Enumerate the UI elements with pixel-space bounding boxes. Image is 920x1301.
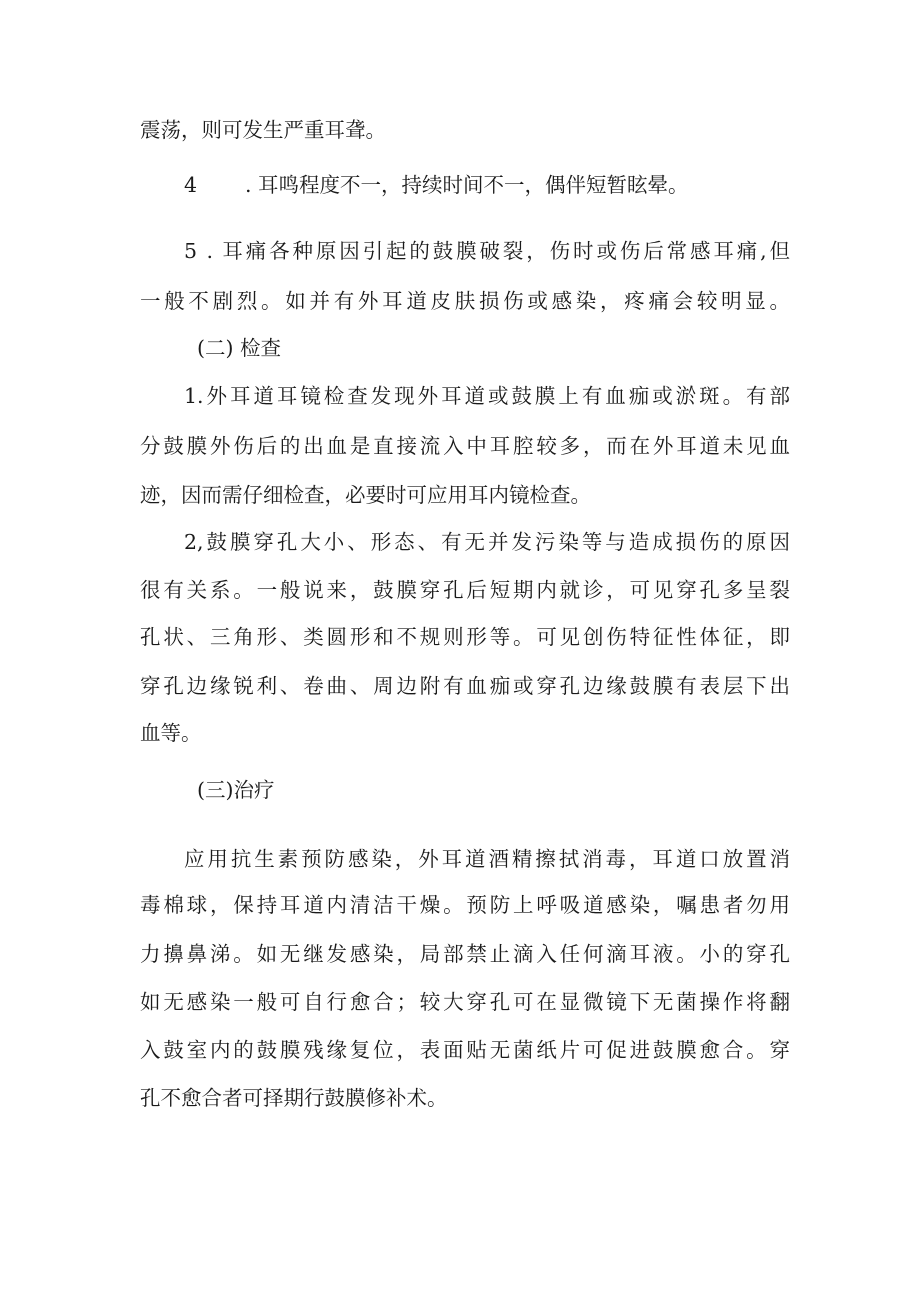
treatment-line: 入鼓室内的鼓膜残缘复位，表面贴无菌纸片可促进鼓膜愈合。穿 [140, 1038, 790, 1062]
exam-item-2-line: 孔状、三角形、类圆形和不规则形等。可见创伤特征性体征，即 [140, 625, 790, 649]
section-title-treatment: (三)治疗 [197, 778, 275, 802]
treatment-line: 应用抗生素预防感染，外耳道酒精擦拭消毒，耳道口放置消 [184, 847, 790, 871]
treatment-line: 孔不愈合者可择期行鼓膜修补术。 [140, 1086, 448, 1110]
treatment-line: 力擤鼻涕。如无继发感染，局部禁止滴入任何滴耳液。小的穿孔 [140, 942, 790, 966]
exam-item-2-line: 很有关系。一般说来，鼓膜穿孔后短期内就诊，可见穿孔多呈裂 [140, 578, 790, 602]
exam-item-2-line: 穿孔边缘锐利、卷曲、周边附有血痂或穿孔边缘鼓膜有表层下出 [140, 674, 790, 698]
treatment-line: 毒棉球，保持耳道内清洁干燥。预防上呼吸道感染，嘱患者勿用 [140, 893, 790, 917]
list-item-5-line: 5 . 耳痛各种原因引起的鼓膜破裂，伤时或伤后常感耳痛,但 [184, 239, 790, 263]
list-item-5-line: 一般不剧烈。如并有外耳道皮肤损伤或感染，疼痛会较明显。 [140, 289, 790, 313]
treatment-line: 如无感染一般可自行愈合；较大穿孔可在显微镜下无菌操作将翻 [140, 990, 790, 1014]
exam-item-1-line: 迹，因而需仔细检查，必要时可应用耳内镜检查。 [140, 483, 591, 507]
exam-item-2-line: 2,鼓膜穿孔大小、形态、有无并发污染等与造成损伤的原因 [184, 530, 790, 554]
exam-item-1-line: 分鼓膜外伤后的出血是直接流入中耳腔较多，而在外耳道未见血 [140, 434, 790, 458]
paragraph-line: 震荡，则可发生严重耳聋。 [140, 118, 386, 142]
list-number-4: 4 [184, 173, 198, 197]
exam-item-1-line: 1.外耳道耳镜检查发现外耳道或鼓膜上有血痂或淤斑。有部 [184, 384, 790, 408]
exam-item-2-line: 血等。 [140, 721, 202, 745]
section-title-examination: (二) 检查 [197, 336, 282, 360]
list-item-4-text: . 耳鸣程度不一，持续时间不一，偶伴短暂眩晕。 [245, 173, 689, 197]
